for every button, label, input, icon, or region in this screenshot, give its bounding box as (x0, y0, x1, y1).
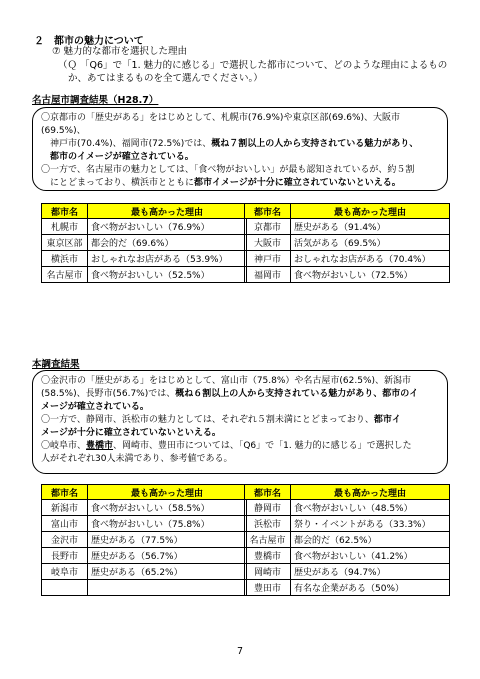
summary-line (41, 375, 439, 388)
column-header-reason: 最も高かった理由 (291, 485, 450, 500)
summary-text: 神戸市(70.4%)、福岡市(72.5%)では、 (41, 139, 212, 149)
table-row (245, 564, 450, 580)
summary-line (41, 388, 439, 401)
reason-cell: 都会的だ（62.5%） (291, 532, 450, 548)
city-cell: 岡崎市 (245, 564, 291, 580)
city-cell: 新潟市 (42, 500, 88, 516)
reason-cell (88, 580, 247, 596)
reason-cell: 食べ物がおいしい（41.2%） (291, 548, 450, 564)
table-row (42, 235, 247, 251)
question-note-line-2: か、あてはまるものを全て選んでください。） (68, 73, 263, 84)
summary-line (41, 177, 439, 190)
reason-cell: 歴史がある（94.7%） (291, 564, 450, 580)
summary-emphasis: メージが確立されている。 (41, 402, 149, 412)
table-row (42, 251, 247, 267)
summary-emphasis: 概ね７割以上の人から支持されている魅力があり、 (211, 139, 419, 149)
reason-cell: 祭り・イベントがある（33.3%） (291, 516, 450, 532)
city-cell: 札幌市 (42, 219, 88, 235)
table-row (42, 580, 247, 596)
city-cell (42, 580, 88, 596)
column-header-city: 都市名 (245, 485, 291, 500)
city-cell: 東京区部 (42, 235, 88, 251)
reason-cell: 歴史がある（65.2%） (88, 564, 247, 580)
table-row (245, 267, 450, 283)
table-row (42, 548, 247, 564)
summary-text: 、岡崎市、豊田市については、「Q6」で「1. 魅力的に感じる」で選択した (113, 441, 412, 451)
summary-line (41, 151, 439, 164)
nagoya-survey-heading: 名古屋市調査結果（H28.7） (32, 95, 159, 106)
city-cell: 長野市 (42, 548, 88, 564)
table-row (42, 532, 247, 548)
summary-emphasis: 概ね６割以上の人から支持されている魅力があり、都市のイ (175, 389, 419, 399)
summary-emphasis: 都市イ (373, 415, 401, 425)
reason-cell: 都会的だ（69.6%） (88, 235, 247, 251)
city-cell: 豊橋市 (245, 548, 291, 564)
summary-emphasis: 豊橋市 (86, 441, 114, 451)
column-header-city: 都市名 (42, 204, 88, 219)
reason-cell: 活気がある（69.5%） (291, 235, 450, 251)
table-row (245, 580, 450, 596)
table-row (245, 500, 450, 516)
city-cell: 京都市 (245, 219, 291, 235)
summary-line (41, 401, 439, 414)
summary-text: 〇一方で、静岡市、浜松市の魅力としては、それぞれ５割未満にとどまっており、 (41, 415, 374, 425)
reason-cell: 歴史がある（77.5%） (88, 532, 247, 548)
city-cell: 神戸市 (245, 251, 291, 267)
summary-text: 人がそれぞれ30人未満であり、参考値である。 (41, 454, 233, 464)
table-row (245, 235, 450, 251)
summary-text: 〇京都市の「歴史がある」をはじめとして、札幌市(76.9%)や東京区部(69.6%)、大阪市(69.5%)、 (41, 113, 401, 136)
this-survey-heading: 本調査結果 (32, 359, 80, 370)
question-title: ⑦ 魅力的な都市を選択した理由 (52, 46, 188, 57)
summary-line (41, 440, 439, 453)
summary-emphasis: 都市イメージが十分に確立されていないといえる。 (194, 178, 401, 188)
summary-text: にとどまっており、横浜市とともに (41, 178, 195, 188)
reason-cell: 歴史がある（56.7%） (88, 548, 247, 564)
this-survey-table-left (41, 484, 247, 596)
table-row (42, 564, 247, 580)
reason-cell: 食べ物がおいしい（76.9%） (88, 219, 247, 235)
this-survey-table-right (244, 484, 450, 596)
column-header-city: 都市名 (245, 204, 291, 219)
city-cell: 横浜市 (42, 251, 88, 267)
reason-cell: 歴史がある（91.4%） (291, 219, 450, 235)
city-cell: 富山市 (42, 516, 88, 532)
table-row (42, 500, 247, 516)
column-header-city: 都市名 (42, 485, 88, 500)
question-note-line-1: （Ｑ 「Q6」で「1. 魅力的に感じる」で選択した都市について、どのような理由によるもの (58, 60, 448, 71)
city-cell: 金沢市 (42, 532, 88, 548)
city-cell: 名古屋市 (245, 532, 291, 548)
nagoya-table-right (244, 203, 450, 283)
summary-text: (58.5%)、長野市(56.7%)では、 (41, 389, 176, 399)
summary-emphasis: メージが十分に確立されていないといえる。 (41, 428, 221, 438)
summary-line (41, 414, 439, 427)
table-row (245, 251, 450, 267)
city-cell: 豊田市 (245, 580, 291, 596)
page-number: 7 (236, 646, 244, 657)
table-row (245, 219, 450, 235)
summary-line (41, 164, 439, 177)
city-cell: 大阪市 (245, 235, 291, 251)
nagoya-summary-box (32, 107, 448, 191)
section-title: ２ 都市の魅力について (34, 36, 144, 47)
table-row (245, 532, 450, 548)
table-row (245, 516, 450, 532)
column-header-reason: 最も高かった理由 (291, 204, 450, 219)
summary-text: 〇金沢市の「歴史がある」をはじめとして、富山市（75.8%）や名古屋市(62.5%)、新潟市 (41, 376, 412, 386)
reason-cell: 食べ物がおいしい（52.5%） (88, 267, 247, 283)
city-cell: 岐阜市 (42, 564, 88, 580)
summary-line (41, 138, 439, 151)
table-row (42, 516, 247, 532)
summary-line (41, 112, 439, 138)
city-cell: 静岡市 (245, 500, 291, 516)
table-row (42, 267, 247, 283)
summary-text: 〇岐阜市、 (41, 441, 87, 451)
summary-emphasis: 都市のイメージが確立されている。 (41, 152, 194, 162)
summary-line (41, 427, 439, 440)
table-row (42, 219, 247, 235)
nagoya-table-left (41, 203, 247, 283)
column-header-reason: 最も高かった理由 (88, 204, 247, 219)
summary-text: 〇一方で、名古屋市の魅力としては、「食べ物がおいしい」が最も認知されているが、約５割 (41, 165, 415, 175)
reason-cell: 食べ物がおいしい（58.5%） (88, 500, 247, 516)
reason-cell: おしゃれなお店がある（70.4%） (291, 251, 450, 267)
reason-cell: 食べ物がおいしい（72.5%） (291, 267, 450, 283)
summary-line (41, 453, 439, 466)
column-header-reason: 最も高かった理由 (88, 485, 247, 500)
city-cell: 福岡市 (245, 267, 291, 283)
city-cell: 浜松市 (245, 516, 291, 532)
this-survey-summary-box (32, 370, 448, 474)
table-row (245, 548, 450, 564)
reason-cell: 食べ物がおいしい（48.5%） (291, 500, 450, 516)
reason-cell: 有名な企業がある（50%） (291, 580, 450, 596)
city-cell: 名古屋市 (42, 267, 88, 283)
reason-cell: 食べ物がおいしい（75.8%） (88, 516, 247, 532)
reason-cell: おしゃれなお店がある（53.9%） (88, 251, 247, 267)
